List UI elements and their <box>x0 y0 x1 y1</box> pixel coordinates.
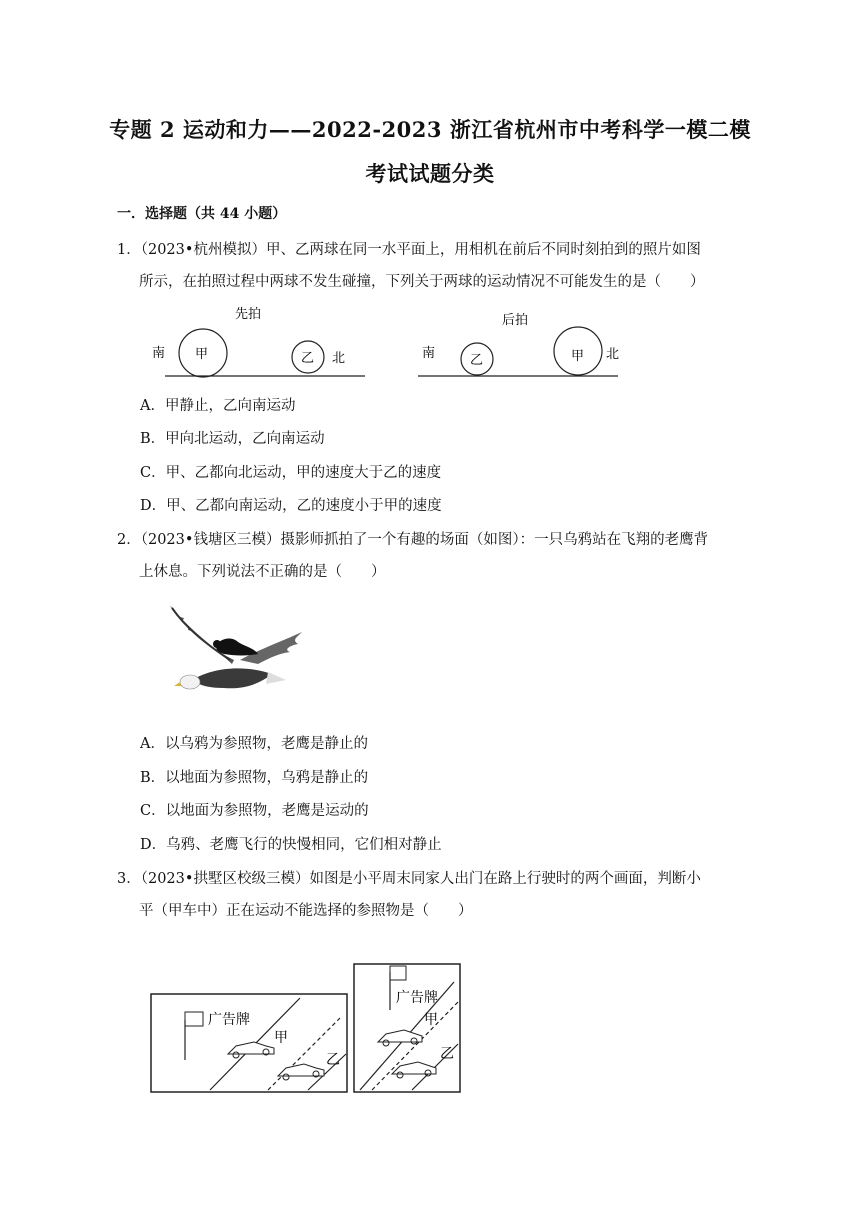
question-2-option-d: D．乌鸦、老鹰飞行的快慢相同，它们相对静止 <box>140 837 442 853</box>
billboard-label: 广告牌 <box>396 990 438 1006</box>
car-yi-label: 乙 <box>326 1052 340 1068</box>
caption-second-shot: 后拍 <box>502 313 529 328</box>
question-1-option-d: D．甲、乙都向南运动，乙的速度小于甲的速度 <box>140 498 442 514</box>
car-yi-label: 乙 <box>440 1046 454 1062</box>
label-south: 南 <box>422 346 436 361</box>
car-jia-label: 甲 <box>424 1012 438 1028</box>
label-north: 北 <box>606 347 620 362</box>
document-title-line2: 考试试题分类 <box>365 161 495 186</box>
question-text-line1: （2023•钱塘区三模）摄影师抓拍了一个有趣的场面（如图）：一只乌鸦站在飞翔的老鹰背 <box>140 532 709 548</box>
ball-jia-label: 甲 <box>571 349 585 364</box>
question-text-line2: 上休息。下列说法不正确的是（ ） <box>139 564 386 580</box>
question-1-option-c: C．甲、乙都向北运动，甲的速度大于乙的速度 <box>140 465 442 481</box>
question-text-line2: 平（甲车中）正在运动不能选择的参照物是（ ） <box>139 903 473 919</box>
ball-yi-label: 乙 <box>301 351 315 366</box>
question-number: 2． <box>117 532 141 548</box>
document-title-line1: 专题 2 运动和力——2022-2023 浙江省杭州市中考科学一模二模 <box>109 117 751 142</box>
label-north: 北 <box>332 351 346 366</box>
label-south: 南 <box>152 346 166 361</box>
question-1-option-a: A．甲静止，乙向南运动 <box>140 398 296 414</box>
question-3-figure <box>150 962 462 1094</box>
car-jia <box>228 1042 274 1058</box>
question-1-stem <box>117 234 742 298</box>
section-heading: 一．选择题（共 44 小题） <box>117 206 287 222</box>
question-3-stem <box>117 863 742 927</box>
car-yi <box>278 1064 324 1080</box>
question-2-stem <box>117 524 742 588</box>
question-2-option-a: A．以乌鸦为参照物，老鹰是静止的 <box>140 736 368 752</box>
eagle-with-crow-photo <box>162 602 307 702</box>
question-2-option-c: C．以地面为参照物，老鹰是运动的 <box>140 803 369 819</box>
billboard-label: 广告牌 <box>208 1012 250 1028</box>
question-number: 1． <box>117 242 141 258</box>
question-1-figure <box>140 300 630 382</box>
ball-yi-label: 乙 <box>470 353 484 368</box>
question-2-option-b: B．以地面为参照物，乌鸦是静止的 <box>140 770 369 786</box>
caption-first-shot: 先拍 <box>235 307 262 322</box>
car-yi <box>392 1062 436 1078</box>
ball-jia-label: 甲 <box>195 347 209 362</box>
question-text-line1: （2023•拱墅区校级三模）如图是小平周末同家人出门在路上行驶时的两个画面，判断小 <box>140 871 701 887</box>
question-1-option-b: B．甲向北运动，乙向南运动 <box>140 431 325 447</box>
question-text-line2: 所示，在拍照过程中两球不发生碰撞，下列关于两球的运动情况不可能发生的是（ ） <box>139 274 705 290</box>
question-number: 3． <box>117 871 141 887</box>
car-jia-label: 甲 <box>274 1030 288 1046</box>
question-text-line1: （2023•杭州模拟）甲、乙两球在同一水平面上，用相机在前后不同时刻拍到的照片如图 <box>140 242 701 258</box>
